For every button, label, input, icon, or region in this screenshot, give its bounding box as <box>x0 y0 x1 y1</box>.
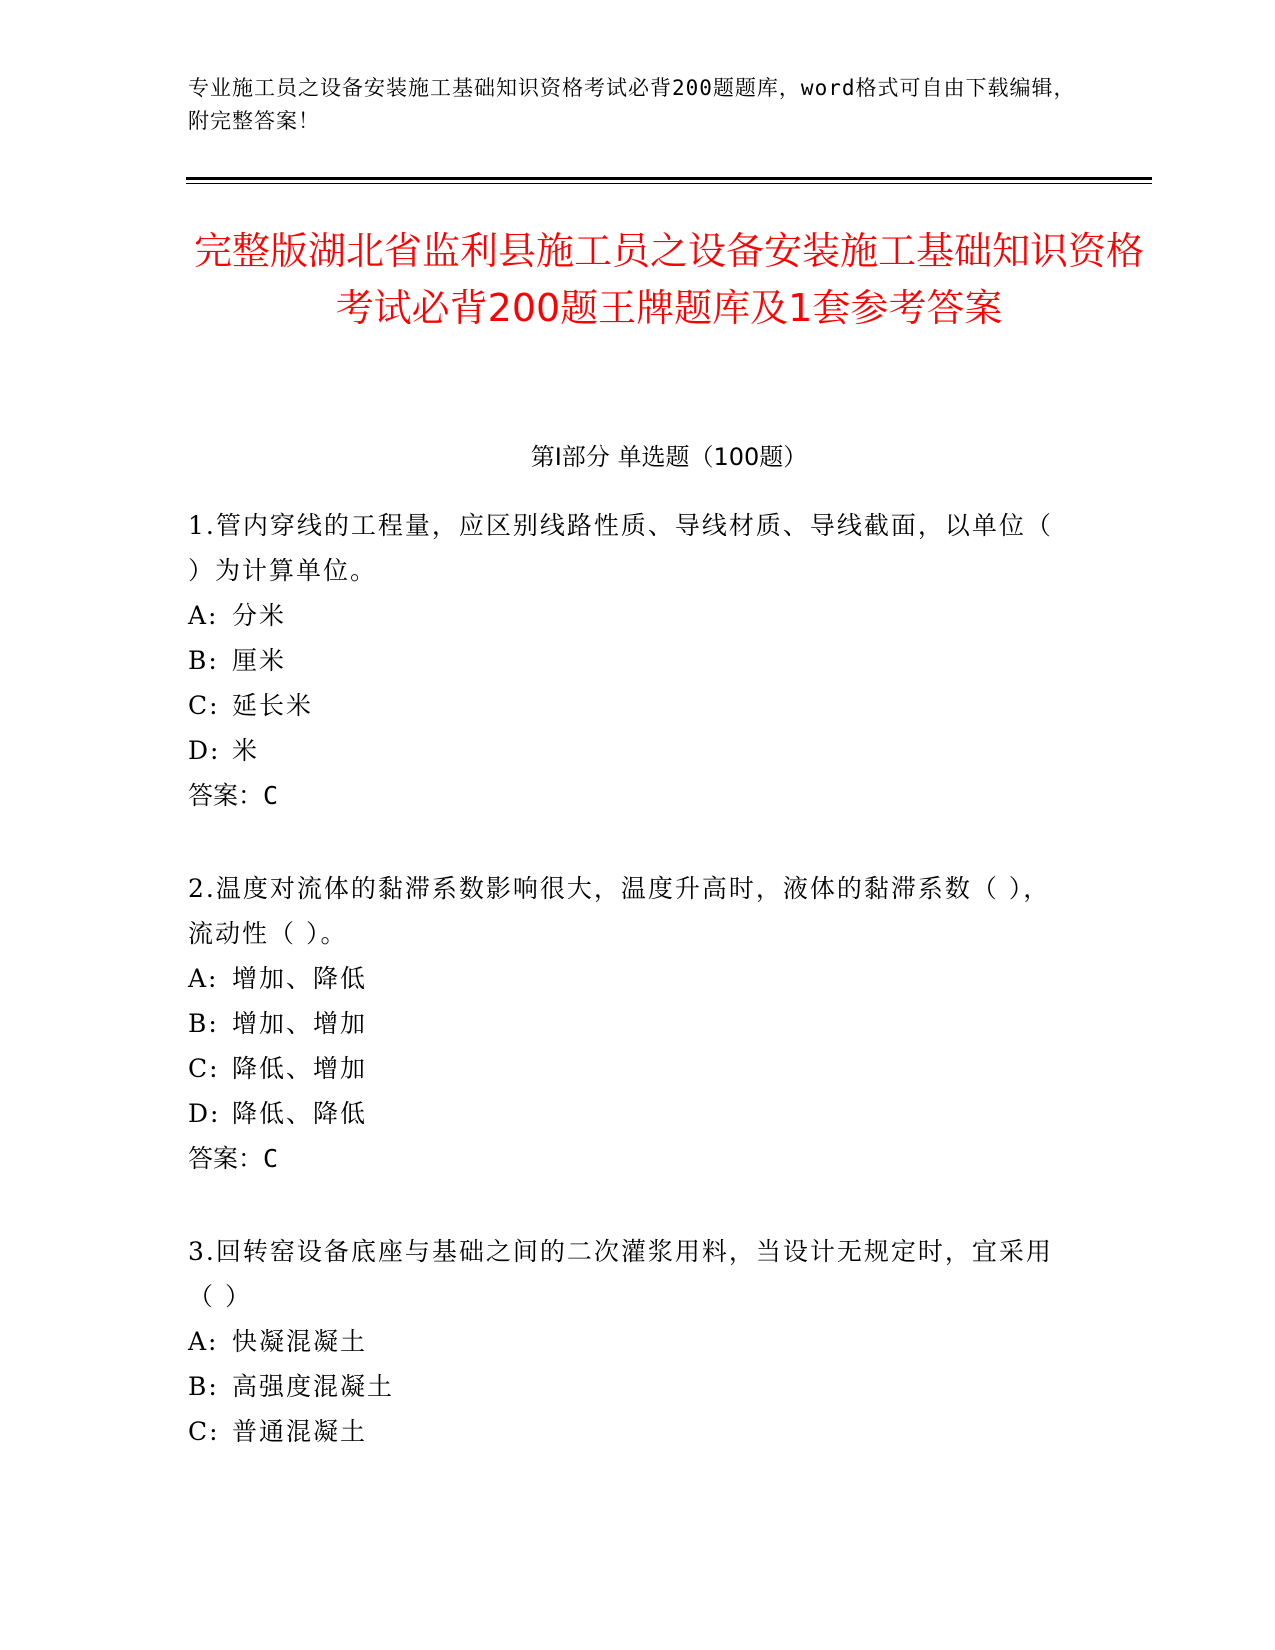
option-text: 增加、降低 <box>232 964 368 993</box>
header-rule-thick <box>186 177 1152 180</box>
option-letter: A: <box>188 1327 219 1356</box>
option-text: 高强度混凝土 <box>232 1372 395 1401</box>
option-letter: C: <box>188 691 220 720</box>
answer-value: C <box>263 1144 279 1173</box>
option-letter: B: <box>188 1009 219 1038</box>
question-3 <box>188 1229 1068 1454</box>
option-a <box>188 956 1068 1001</box>
option-text: 厘米 <box>232 646 287 675</box>
option-text: 快凝混凝土 <box>232 1327 368 1356</box>
header-rule-thin <box>186 183 1152 184</box>
option-a <box>188 1319 1068 1364</box>
option-letter: B: <box>188 646 219 675</box>
option-d <box>188 1091 1068 1136</box>
option-c <box>188 1409 1068 1454</box>
option-c <box>188 683 1068 728</box>
option-a <box>188 593 1068 638</box>
option-text: 增加、增加 <box>232 1009 368 1038</box>
answer-label: 答案： <box>188 781 264 810</box>
option-text: 米 <box>232 736 260 765</box>
question-stem: 1.管内穿线的工程量，应区别线路性质、导线材质、导线截面，以单位（ ）为计算单位。 <box>188 511 1053 585</box>
option-text: 分米 <box>232 601 287 630</box>
option-b <box>188 1001 1068 1046</box>
option-letter: D: <box>188 1099 221 1128</box>
option-letter: C: <box>188 1417 220 1446</box>
section-heading: 第Ⅰ部分 单选题（100题） <box>530 443 808 471</box>
answer-line <box>188 1136 1068 1181</box>
option-letter: B: <box>188 1372 219 1401</box>
option-d <box>188 728 1068 773</box>
option-letter: A: <box>188 964 219 993</box>
option-text: 普通混凝土 <box>232 1417 368 1446</box>
option-b <box>188 1364 1068 1409</box>
option-text: 延长米 <box>232 691 314 720</box>
option-text: 降低、增加 <box>232 1054 368 1083</box>
answer-line <box>188 773 1068 818</box>
option-letter: A: <box>188 601 219 630</box>
option-b <box>188 638 1068 683</box>
question-stem: 2.温度对流体的黏滞系数影响很大，温度升高时，液体的黏滞系数（ ），流动性（ ）。 <box>188 874 1051 948</box>
option-text: 降低、降低 <box>232 1099 368 1128</box>
option-c <box>188 1046 1068 1091</box>
option-letter: C: <box>188 1054 220 1083</box>
answer-label: 答案： <box>188 1144 264 1173</box>
option-letter: D: <box>188 736 221 765</box>
header-note: 专业施工员之设备安装施工基础知识资格考试必背200题题库，word格式可自由下载编辑，附完整答案！ <box>188 76 1076 133</box>
document-title: 完整版湖北省监利县施工员之设备安装施工基础知识资格考试必背200题王牌题库及1套参考答案 <box>193 229 1144 330</box>
question-1 <box>188 503 1068 818</box>
answer-value: C <box>263 781 279 810</box>
question-stem: 3.回转窑设备底座与基础之间的二次灌浆用料，当设计无规定时，宜采用（ ） <box>188 1237 1053 1311</box>
question-2 <box>188 866 1068 1181</box>
